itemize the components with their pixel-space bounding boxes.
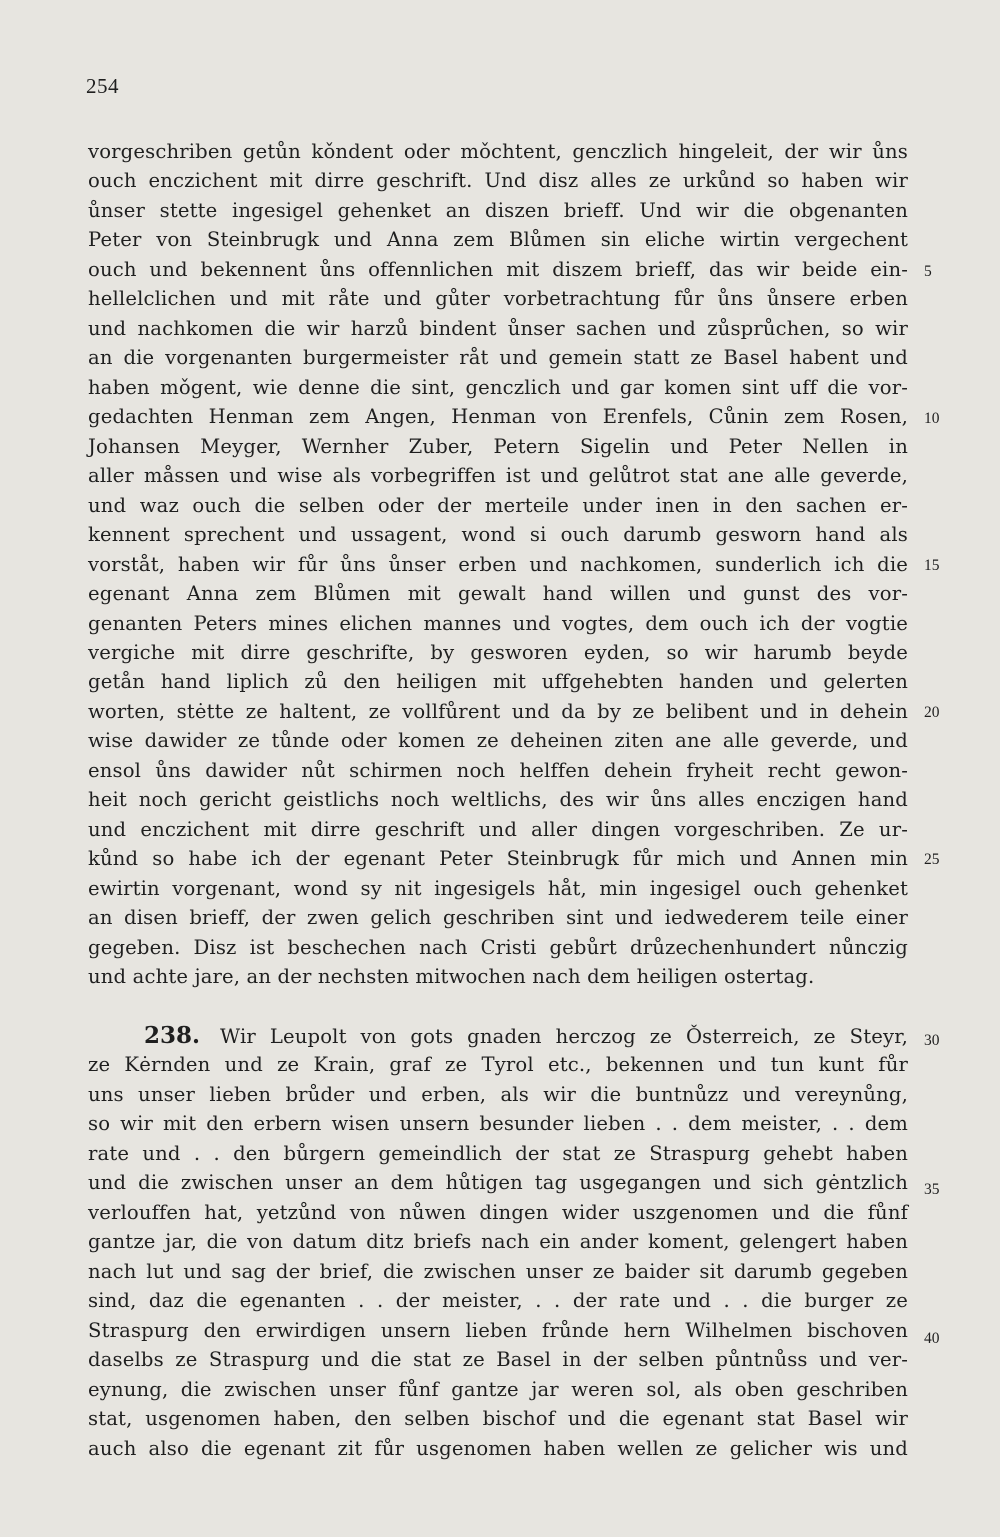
text-line: heit noch gericht geistlichs noch weltlichs, des wir ůns alles enczigen hand xyxy=(88,788,908,812)
text-line: eynung, die zwischen unser fůnf gantze jar weren sol, als oben geschriben xyxy=(88,1377,908,1401)
text-line: und waz ouch die selben oder der merteile under inen in den sachen er- xyxy=(88,493,908,517)
line-number-marker: 5 xyxy=(924,263,932,280)
text-line: hellelclichen und mit råte und gůter vorbetrachtung fůr ůns ůnsere erben xyxy=(88,287,908,311)
text-line: Peter von Steinbrugk und Anna zem Blůmen sin eliche wirtin vergechent xyxy=(88,228,908,252)
text-line: ewirtin vorgenant, wond sy nit ingesigels håt, min ingesigel ouch gehenket xyxy=(88,876,908,900)
line-number-marker: 10 xyxy=(924,410,940,427)
line-number-marker: 40 xyxy=(924,1330,940,1347)
line-number-marker: 35 xyxy=(924,1181,940,1198)
text-line: so wir mit den erbern wisen unsern besunder lieben . . dem meister, . . dem xyxy=(88,1112,908,1136)
text-line: ze Kėrnden und ze Krain, graf ze Tyrol etc., bekennen und tun kunt fůr xyxy=(88,1053,908,1077)
line-number-marker: 30 xyxy=(924,1032,940,1049)
text-line: ouch enczichent mit dirre geschrift. Und disz alles ze urkůnd so haben wir xyxy=(88,169,908,193)
text-line: Straspurg den erwirdigen unsern lieben frůnde hern Wilhelmen bischoven xyxy=(88,1318,908,1342)
text-block-continuation xyxy=(88,137,908,992)
text-line: uns unser lieben brůder und erben, als wir die buntnůzz und vereynůng, xyxy=(88,1082,908,1106)
text-line: gegeben. Disz ist beschechen nach Cristi gebůrt drůzechenhundert nůnczig xyxy=(88,935,908,959)
text-line: und nachkomen die wir harzů bindent ůnser sachen und zůsprůchen, so wir xyxy=(88,316,908,340)
line-number-marker: 25 xyxy=(924,851,940,868)
text-line: getån hand liplich zů den heiligen mit uffgehebten handen und gelerten xyxy=(88,670,908,694)
text-line: sind, daz die egenanten . . der meister, . . der rate und . . die burger ze xyxy=(88,1289,908,1313)
text-line: und die zwischen unser an dem hůtigen tag usgegangen und sich gėntzlich xyxy=(88,1171,908,1195)
text-line: ouch und bekennent ůns offennlichen mit diszem brieff, das wir beide ein- xyxy=(88,257,908,281)
text-line: worten, stėtte ze haltent, ze vollfůrent und da by ze belibent und in dehein xyxy=(88,699,908,723)
text-line: egenant Anna zem Blůmen mit gewalt hand willen und gunst des vor- xyxy=(88,582,908,606)
text-line: wise dawider ze tůnde oder komen ze deheinen ziten ane alle geverde, und xyxy=(88,729,908,753)
text-line: gedachten Henman zem Angen, Henman von Erenfels, Cůnin zem Rosen, xyxy=(88,405,908,429)
text-line: aller måssen und wise als vorbegriffen ist und gelůtrot stat ane alle geverde, xyxy=(88,464,908,488)
text-line: ůnser stette ingesigel gehenket an diszen brieff. Und wir die obgenanten xyxy=(88,198,908,222)
text-line: Wir Leupolt von gots gnaden herczog ze Ǒsterreich, ze Steyr, xyxy=(220,1025,908,1048)
text-line: nach lut und sag der brief, die zwischen unser ze baider sit darumb gegeben xyxy=(88,1259,908,1283)
document-body xyxy=(88,1050,908,1463)
text-line: und enczichent mit dirre geschrift und aller dingen vorgeschriben. Ze ur- xyxy=(88,817,908,841)
text-line: an disen brieff, der zwen gelich geschriben sint und iedwederem teile einer xyxy=(88,906,908,930)
text-line: haben mǒgent, wie denne die sint, genczlich und gar komen sint uff die vor- xyxy=(88,375,908,399)
text-line: gantze jar, die von datum ditz briefs nach ein ander koment, gelengert haben xyxy=(88,1230,908,1254)
document-first-line xyxy=(88,1021,908,1050)
text-line: auch also die egenant zit fůr usgenomen haben wellen ze gelicher wis und xyxy=(88,1436,908,1460)
text-line: Johansen Meyger, Wernher Zuber, Petern Sigelin und Peter Nellen in xyxy=(88,434,908,458)
text-line: stat, usgenomen haben, den selben bischof und die egenant stat Basel wir xyxy=(88,1407,908,1431)
line-number-marker: 15 xyxy=(924,557,940,574)
text-line: vergiche mit dirre geschrifte, by gesworen eyden, so wir harumb beyde xyxy=(88,640,908,664)
text-line: an die vorgenanten burgermeister råt und gemein statt ze Basel habent und xyxy=(88,346,908,370)
text-line: ensol ůns dawider nůt schirmen noch helffen dehein fryheit recht gewon- xyxy=(88,758,908,782)
text-line: vorståt, haben wir fůr ůns ůnser erben und nachkomen, sunderlich ich die xyxy=(88,552,908,576)
page-number: 254 xyxy=(86,74,119,98)
text-line: kůnd so habe ich der egenant Peter Steinbrugk fůr mich und Annen min xyxy=(88,847,908,871)
document-number: 238. xyxy=(144,1022,201,1049)
line-number-marker: 20 xyxy=(924,704,940,721)
text-line: rate und . . den bůrgern gemeindlich der stat ze Straspurg gehebt haben xyxy=(88,1141,908,1165)
text-line: vorgeschriben getůn kǒndent oder mǒchtent, genczlich hingeleit, der wir ůns xyxy=(88,140,908,163)
text-line: verlouffen hat, yetzůnd von nůwen dingen wider uszgenomen und die fůnf xyxy=(88,1200,908,1224)
text-line: kennent sprechent und ussagent, wond si ouch darumb gesworn hand als xyxy=(88,523,908,547)
text-line: daselbs ze Straspurg und die stat ze Basel in der selben půntnůss und ver- xyxy=(88,1348,908,1372)
text-line: genanten Peters mines elichen mannes und vogtes, dem ouch ich der vogtie xyxy=(88,611,908,635)
document-238 xyxy=(88,1021,908,1463)
text-line: und achte jare, an der nechsten mitwochen nach dem heiligen ostertag. xyxy=(88,965,815,989)
